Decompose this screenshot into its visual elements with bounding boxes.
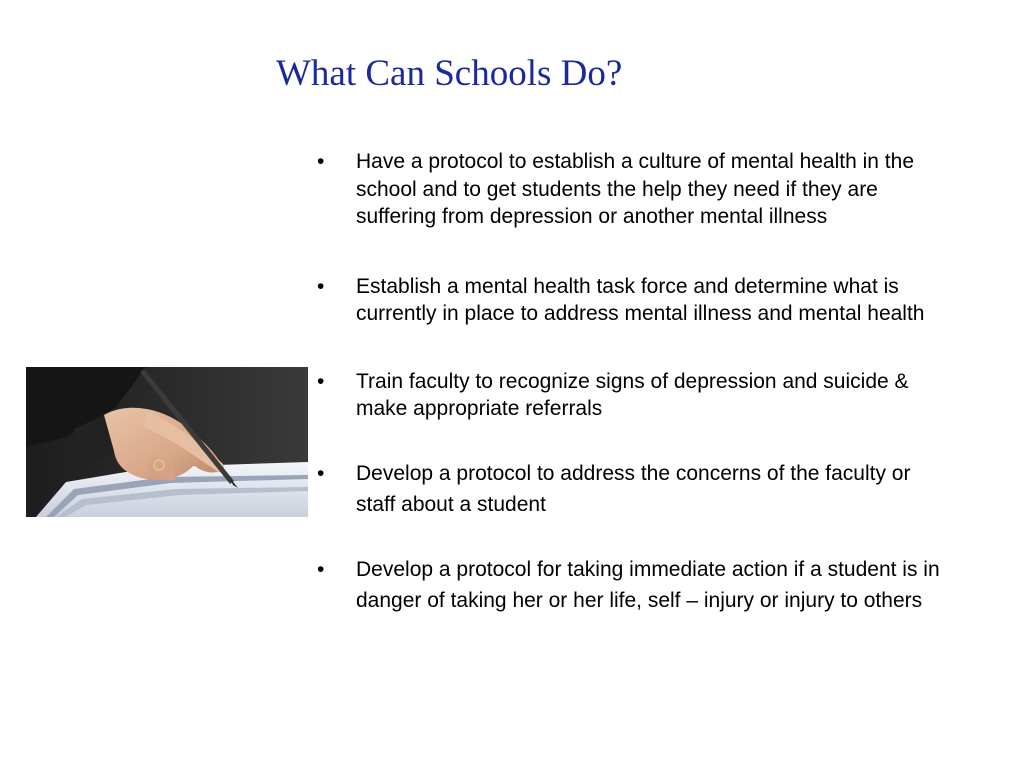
bullet-text: Develop a protocol for taking immediate action if a student is in danger of taking her or her life, self – injury or injury to others (356, 557, 940, 612)
bullet-item (316, 554, 940, 616)
bullet-marker: • (317, 369, 325, 393)
bullet-text: Establish a mental health task force and determine what is currently in place to address mental illness and mental health (356, 274, 925, 325)
bullet-marker: • (317, 274, 325, 298)
bullet-text: Develop a protocol to address the concerns of the faculty or staff about a student (356, 461, 911, 516)
slide-title: What Can Schools Do? (276, 53, 623, 94)
bullet-item (316, 458, 940, 520)
bullet-text: Train faculty to recognize signs of depression and suicide & make appropriate referrals (356, 369, 909, 420)
bullet-list (316, 148, 940, 616)
hand-writing-photo (26, 367, 308, 517)
bullet-item (316, 273, 940, 328)
bullet-marker: • (317, 461, 325, 485)
bullet-text: Have a protocol to establish a culture of mental health in the school and to get students the help they need if they are suffering from depression or another mental illness (356, 150, 914, 228)
bullet-marker: • (317, 150, 325, 173)
bullet-item (316, 368, 940, 423)
bullet-item (316, 148, 940, 231)
bullet-marker: • (317, 557, 325, 581)
